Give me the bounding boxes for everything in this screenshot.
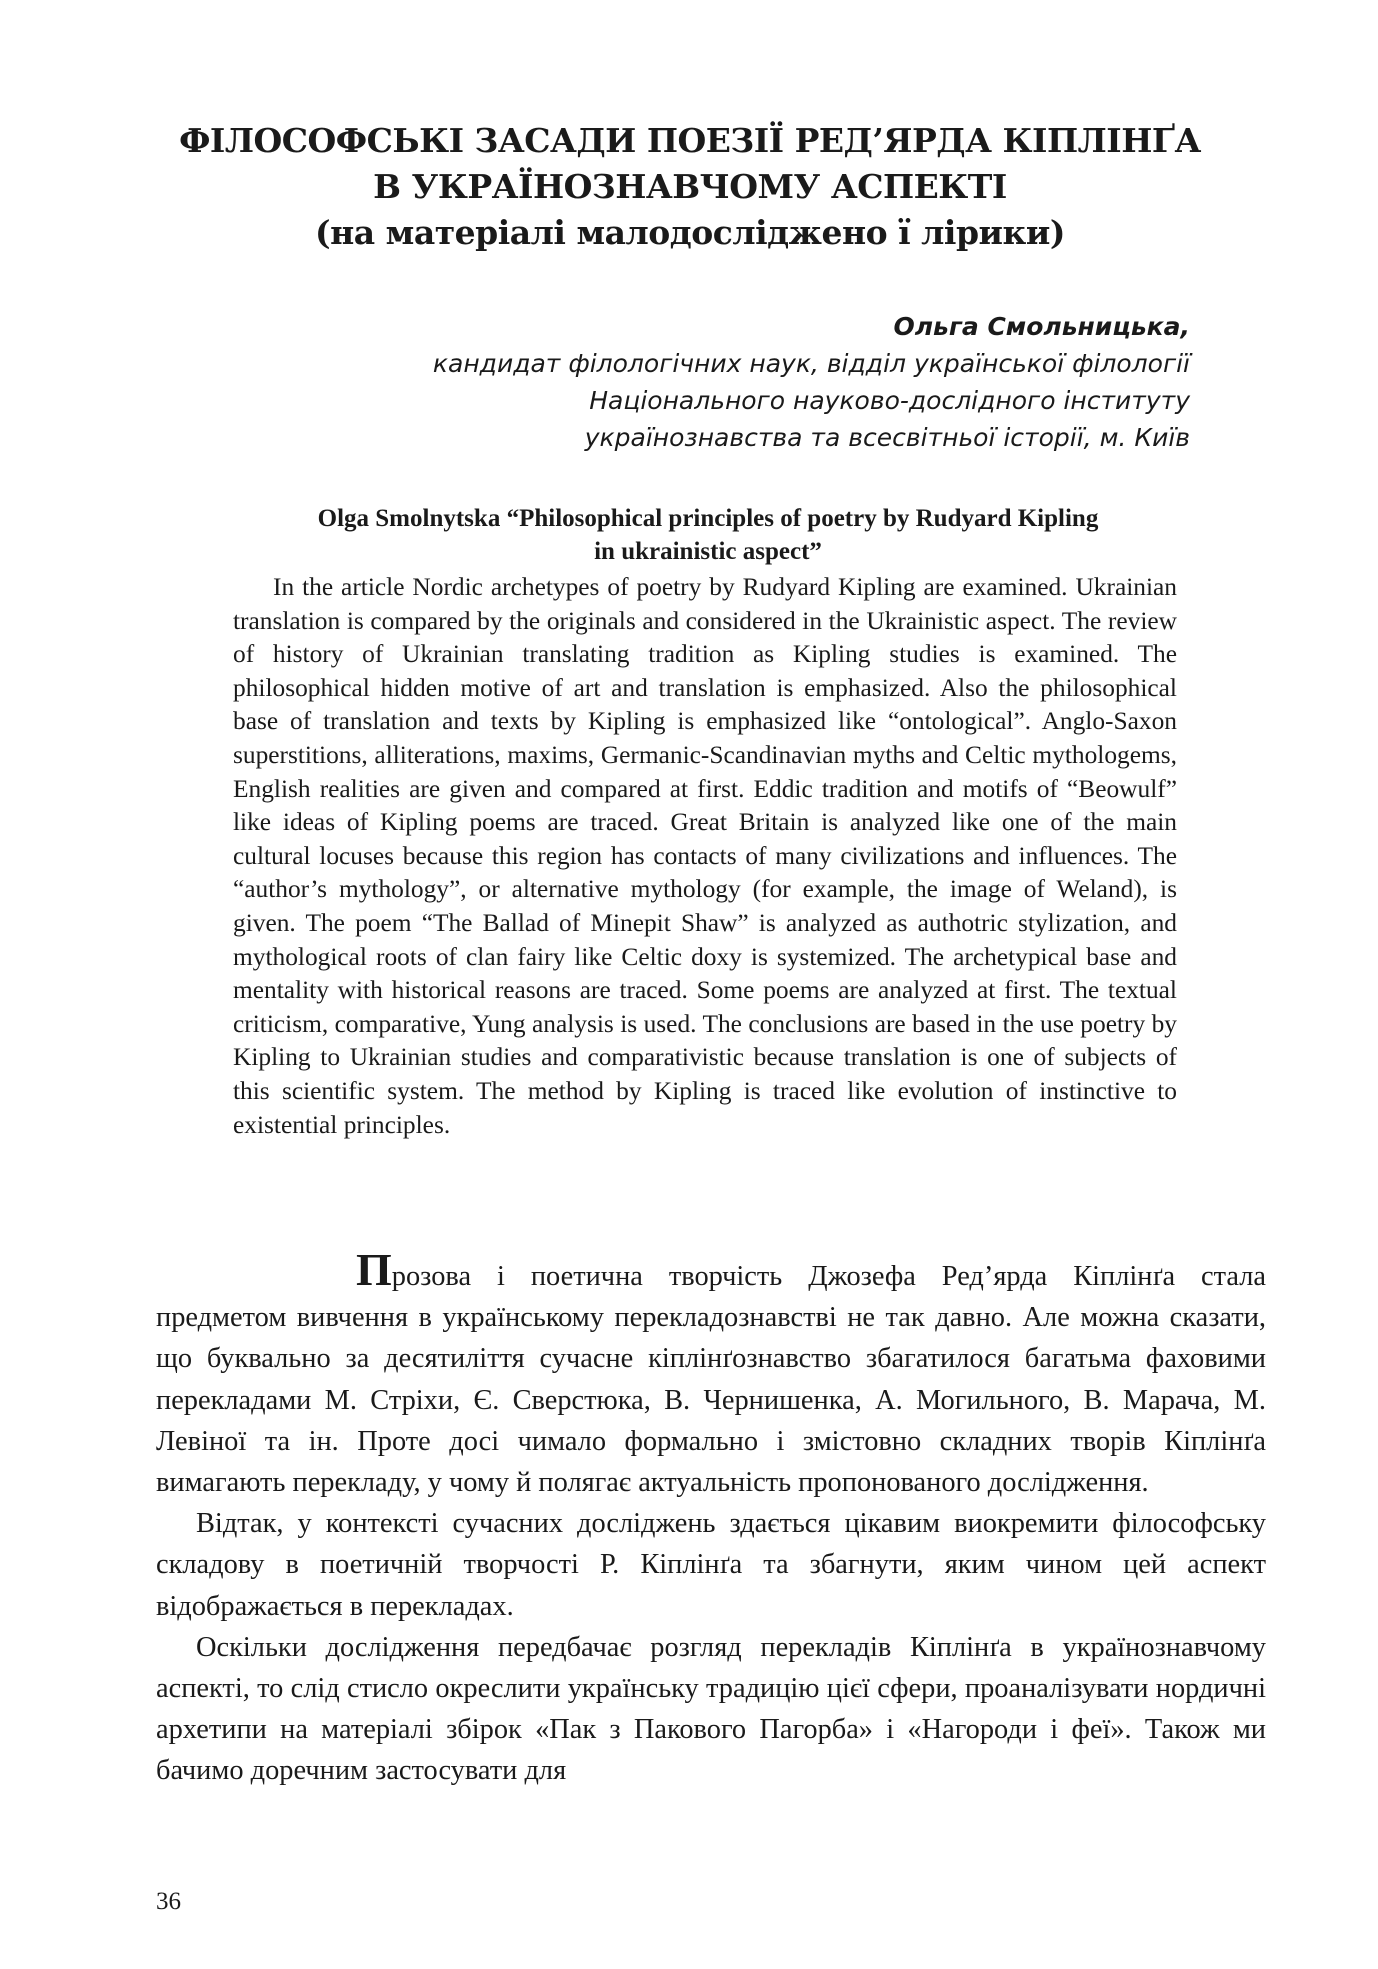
author-affiliation-line-2: Національного науково-дослідного інституту [589,386,1190,415]
author-name: Ольга Смольницька, [893,312,1190,341]
body-paragraph-3: Оскільки дослідження передбачає розгляд перекладів Кіплінґа в українознавчому аспекті, то слід стисло окреслити українську традицію цієї сфери, проаналізувати нордичні архетипи на матеріалі збірок «Пак з Пакового Пагорба» і «Нагороди і феї». Також ми бачимо доречним застосувати для [156,1631,1266,1787]
title-line-1: ФІЛОСОФСЬКІ ЗАСАДИ ПОЕЗІЇ РЕД’ЯРДА КІПЛІНҐА [179,121,1201,160]
body-paragraph-2: Відтак, у контексті сучасних досліджень здається цікавим виокремити філософську складову в поетичній творчості Р. Кіплінґа та збагнути, яким чином цей аспект відображається в перекладах. [156,1508,1266,1622]
article-body [156,1244,1266,1792]
title-line-3: (на матеріалі малодосліджено ї лірики) [315,213,1065,252]
drop-cap: П [356,1244,392,1295]
abstract-title-line-2: in ukrainistic aspect” [594,538,822,565]
title-line-2: В УКРАЇНОЗНАВЧОМУ АСПЕКТІ [373,167,1007,206]
body-paragraph-1 [156,1244,1266,1503]
abstract-title-line-1: Olga Smolnytska “Philosophical principles of poetry by Rudyard Kipling [317,505,1099,532]
article-title [150,118,1230,256]
author-affiliation-line-3: українознавства та всесвітньої історії, м. Київ [584,423,1190,452]
page-number: 36 [156,1888,181,1915]
abstract-title [228,502,1188,568]
author-block [433,308,1190,456]
author-affiliation-line-1: кандидат філологічних наук, відділ української філології [432,349,1190,378]
abstract-text: In the article Nordic archetypes of poetry by Rudyard Kipling are examined. Ukrainian translation is compared by the originals and considered in the Ukrainistic aspect. The review of history of Ukrainian translating tradition as Kipling studies is examined. The philosophical hidden motive of art and translation is emphasized. Also the philosophical base of translation and texts by Kipling is emphasized like “ontological”. Anglo-Saxon superstitions, alliterations, maxims, Germanic-Scandinavian myths and Celtic mythologems, English realities are given and compared at first. Eddic tradition and motifs of “Beowulf” like ideas of Kipling poems are traced. Great Britain is analyzed like one of the main cultural locuses because this region has contacts of many civilizations and influences. The “author’s mythology”, or alternative mythology (for example, the image of Weland), is given. The poem “The Ballad of Minepit Shaw” is analyzed as authotric stylization, and mythological roots of clan fairy like Celtic doxy is systemized. The archetypical base and mentality with historical reasons are traced. Some poems are analyzed at first. The textual criticism, comparative, Yung analysis is used. The conclusions are based in the use poetry by Kipling to Ukrainian studies and comparativistic because translation is one of subjects of this scientific system. The method by Kipling is traced like evolution of instinctive to existential principles. [233,573,1177,1139]
body-paragraph-1-text: розова і поетична творчість Джозефа Ред’ярда Кіплінґа стала предметом вивчення в українському перекладознавстві не так давно. Але можна сказати, що буквально за десятиліття сучасне кіплінґознавство збагатилося багатьма фаховими перекладами М. Стріхи, Є. Сверстюка, В. Чернишенка, А. Могильного, В. Марача, М. Левіної та ін. Проте досі чимало формально і змістовно складних творів Кіплінґа вимагають перекладу, у чому й полягає актуальність пропонованого дослідження. [156,1261,1266,1499]
